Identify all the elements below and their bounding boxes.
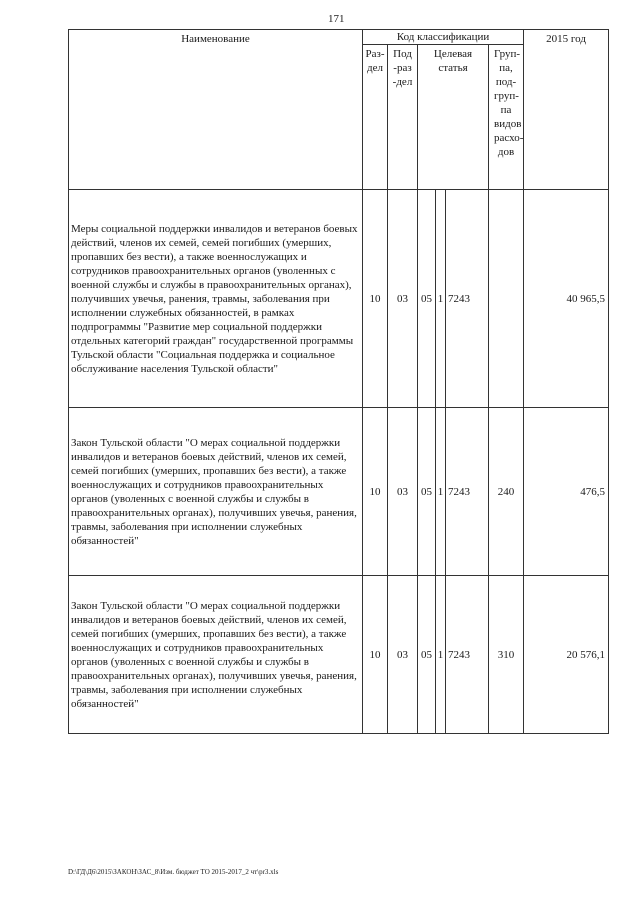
row-name: Закон Тульской области "О мерах социальной поддержки инвалидов и ветеранов боевых действий, членов их семей, семей погибших (умерших, пропавших без вести), а также военнослужащих и сотрудников правоохранительных органов (уволенных с военной службы и службы в правоохранительных органах), получивших увечья, ранения, травмы, заболевания при исполнении служебных обязанностей" [69,576,363,734]
row-sum: 40 965,5 [524,190,609,408]
row-vid: 310 [489,576,524,734]
table-row [69,190,609,408]
table-row [69,576,609,734]
page-number: 171 [328,13,345,25]
row-vid [489,190,524,408]
row-podrazdel: 03 [388,576,418,734]
row-name: Меры социальной поддержки инвалидов и ветеранов боевых действий, членов их семей, семей погибших (умерших, пропавших без вести), а также военнослужащих и сотрудников правоохранительных органов (уволенных с военной службы и службы в правоохранительных органах), получивших увечья, ранения, травмы, заболевания при исполнении служебных обязанностей, в рамках подпрограммы "Развитие мер социальной поддержки отдельных категорий граждан" государственной программы Тульской области "Социальная поддержка и социальное обслуживание населения Тульской области" [69,190,363,408]
header-celevaya: Целевая статья [418,45,489,190]
row-name: Закон Тульской области "О мерах социальной поддержки инвалидов и ветеранов боевых действий, членов их семей, семей погибших (умерших, пропавших без вести), а также военнослужащих и сотрудников правоохранительных органов (уволенных с военной службы и службы в правоохранительных органах), получивших увечья, ранения, травмы, заболевания при исполнении служебных обязанностей" [69,408,363,576]
row-cs1: 05 [418,190,436,408]
footer-file-path: D:\ГД\Д6\2015\ЗАКОН\ЗАС_8\Изм. бюджет ТО 2015-2017_2 чт\pr3.xls [68,868,279,876]
row-cs1: 05 [418,576,436,734]
row-cs1: 05 [418,408,436,576]
row-cs3: 7243 [446,576,489,734]
row-razdel: 10 [363,408,388,576]
header-razdel: Раз-дел [363,45,388,190]
header-podrazdel: Под-раз-дел [388,45,418,190]
header-code: Код классификации [363,30,524,45]
row-razdel: 10 [363,576,388,734]
header-row-top [69,30,609,45]
row-podrazdel: 03 [388,190,418,408]
row-sum: 20 576,1 [524,576,609,734]
row-cs3: 7243 [446,408,489,576]
row-podrazdel: 03 [388,408,418,576]
row-vid: 240 [489,408,524,576]
table-row [69,408,609,576]
row-sum: 476,5 [524,408,609,576]
row-cs2: 1 [436,190,446,408]
row-cs2: 1 [436,576,446,734]
row-razdel: 10 [363,190,388,408]
row-cs3: 7243 [446,190,489,408]
header-name: Наименование [69,30,363,190]
row-cs2: 1 [436,408,446,576]
header-gruppa: Груп-па, под-груп-па видов расхо-дов [489,45,524,190]
budget-table [68,29,609,734]
header-year: 2015 год [524,30,609,190]
